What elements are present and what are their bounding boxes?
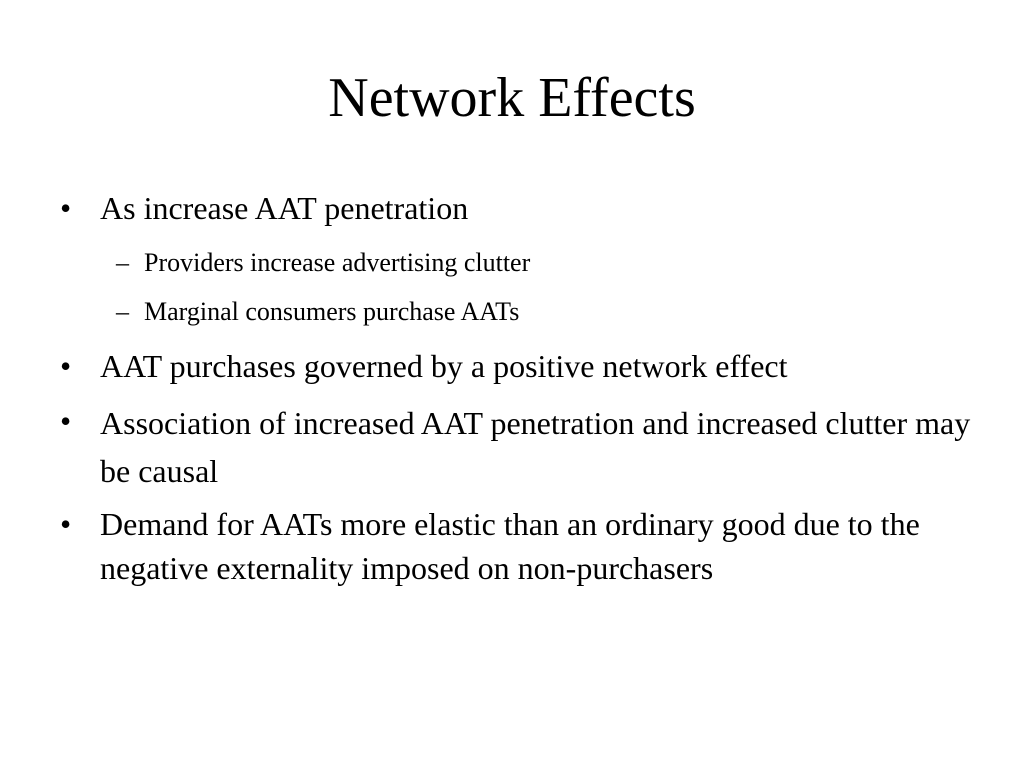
- bullet-item: [60, 344, 980, 388]
- bullet-text: Association of increased AAT penetration and increased clutter may be causal: [100, 405, 971, 489]
- slide-title: Network Effects: [328, 67, 696, 129]
- bullet-marker: •: [60, 403, 72, 439]
- sub-bullet-item: [116, 246, 976, 280]
- bullet-item: [60, 502, 980, 590]
- bullet-text: AAT purchases governed by a positive network effect: [100, 348, 788, 384]
- bullet-marker: •: [60, 190, 72, 226]
- bullet-marker: •: [60, 506, 72, 542]
- sub-bullet-marker: –: [116, 297, 129, 326]
- sub-bullet-item: [116, 295, 976, 329]
- bullet-marker: •: [60, 348, 72, 384]
- sub-bullet-marker: –: [116, 248, 129, 277]
- bullet-item: [60, 399, 980, 495]
- sub-bullet-text: Marginal consumers purchase AATs: [144, 297, 520, 326]
- sub-bullet-text: Providers increase advertising clutter: [144, 248, 531, 277]
- bullet-text: As increase AAT penetration: [100, 190, 469, 226]
- bullet-item: [60, 186, 980, 230]
- bullet-text: Demand for AATs more elastic than an ordinary good due to the negative externality imposed on non-purchasers: [100, 506, 920, 586]
